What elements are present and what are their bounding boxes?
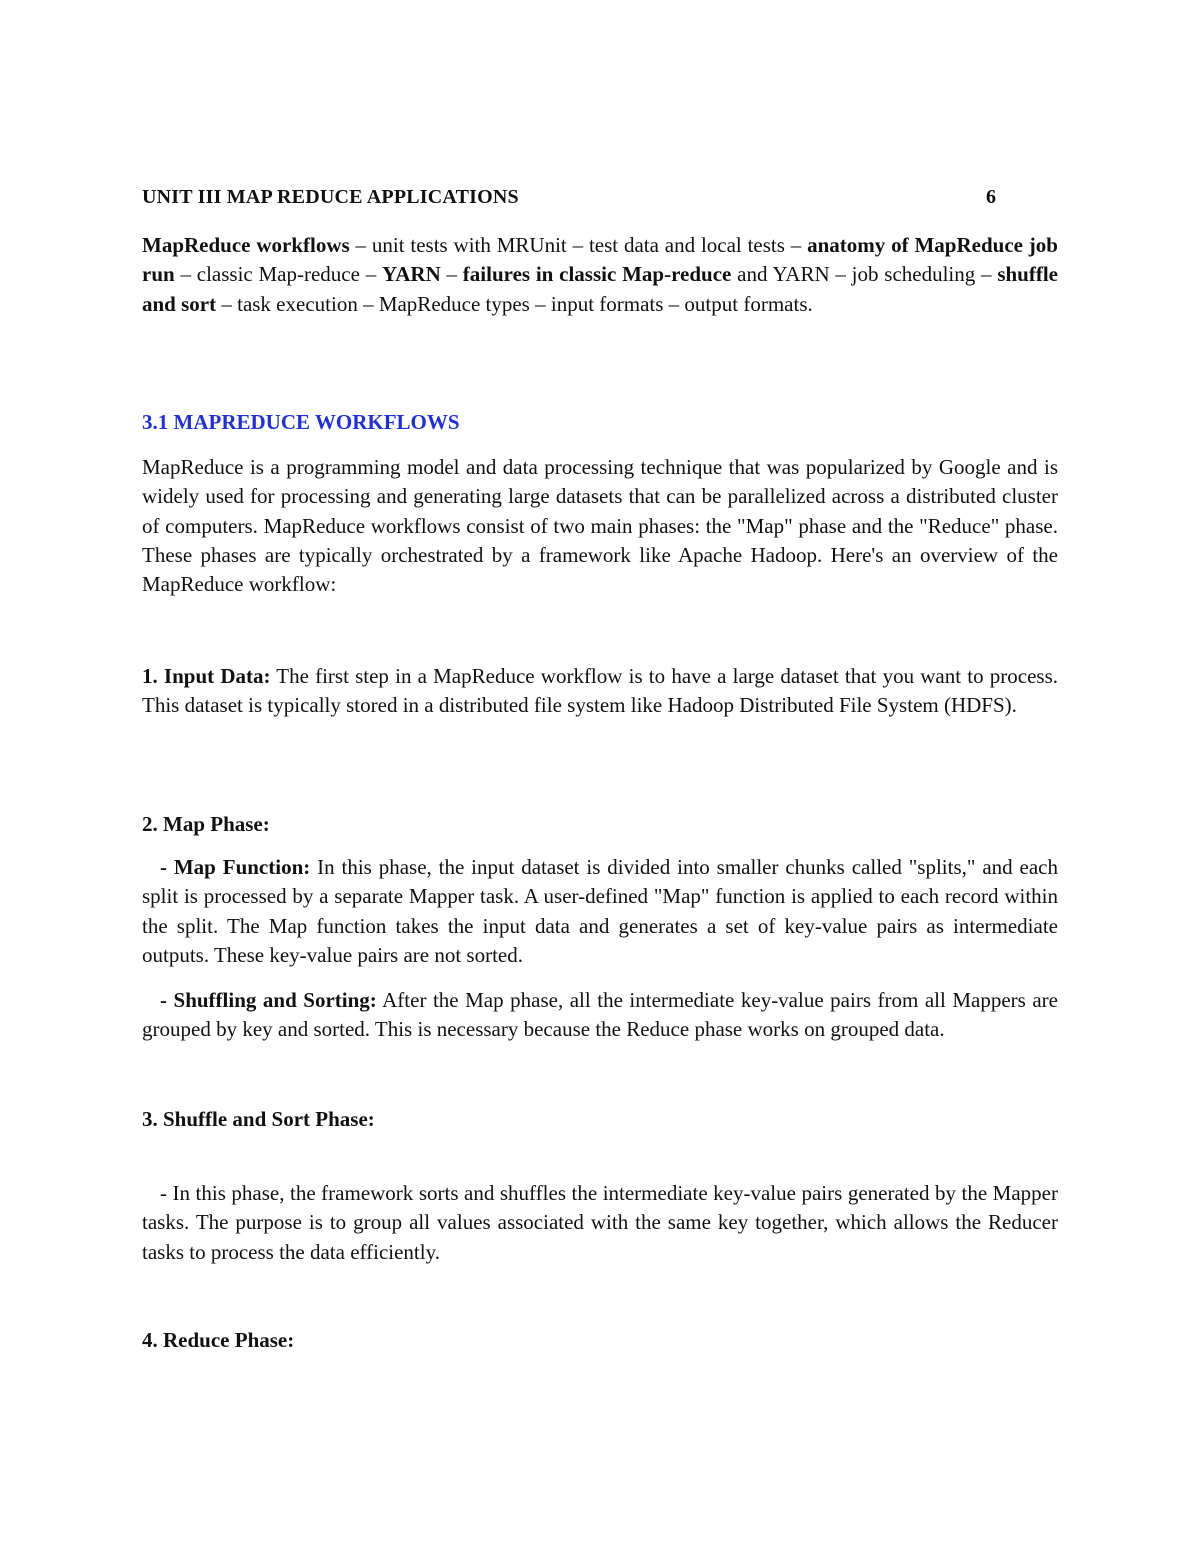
unit-title: UNIT III MAP REDUCE APPLICATIONS [142, 186, 519, 208]
map-function-label: - Map Function: [160, 855, 311, 879]
syllabus-topic: YARN [382, 262, 441, 287]
syllabus-topic: MapReduce workflows [142, 233, 350, 257]
section-heading: 3.1 MAPREDUCE WORKFLOWS [142, 410, 460, 434]
shuffle-sort-heading: 3. Shuffle and Sort Phase: [142, 1107, 375, 1131]
syllabus-text: – [440, 262, 463, 287]
syllabus-text: and YARN – job scheduling – [731, 262, 998, 287]
syllabus-topic: anatomy of MapReduce job run [142, 233, 1058, 287]
map-function-text: In this phase, the input dataset is divided into smaller chunks called "splits," and each split is processed by a separate Mapper task. A user-defined "Map" function is applied to each record within the split. The Map function takes the input data and generates a set of key-value pairs as intermediate outputs. These key-value pairs are not sorted. [142, 855, 1059, 967]
shuffle-sort-paragraph: - In this phase, the framework sorts and shuffles the intermediate key-value pairs generated by the Mapper tasks. The purpose is to group all values associated with the same key together, which allows the Reducer tasks to process the data efficiently. [142, 1181, 1058, 1264]
syllabus-topic: shuffle and sort [142, 262, 1059, 316]
syllabus-paragraph [142, 231, 1058, 319]
shuffling-sorting-paragraph [142, 986, 1058, 1045]
syllabus-text: – unit tests with MRUnit – test data and local tests – [349, 233, 808, 257]
map-phase-heading: 2. Map Phase: [142, 812, 270, 836]
reduce-phase-heading: 4. Reduce Phase: [142, 1328, 295, 1352]
shuffling-sorting-text: After the Map phase, all the intermediate key-value pairs from all Mappers are grouped by key and sorted. This is necessary because the Reduce phase works on grouped data. [142, 988, 1058, 1042]
syllabus-topic: failures in classic Map-reduce [462, 262, 732, 287]
syllabus-text: – task execution – MapReduce types – input formats – output formats. [216, 291, 813, 316]
syllabus-text: – classic Map-reduce – [174, 262, 382, 287]
intro-paragraph: MapReduce is a programming model and data processing technique that was popularized by Google and is widely used for processing and generating large datasets that can be parallelized across a distributed cluster of computers. MapReduce workflows consist of two main phases: the "Map" phase and the "Reduce" phase. These phases are typically orchestrated by a framework like Apache Hadoop. Here's an overview of the MapReduce workflow: [142, 455, 1058, 597]
input-data-label: 1. Input Data: [142, 664, 271, 688]
input-data-text: The first step in a MapReduce workflow is to have a large dataset that you want to process. This dataset is typically stored in a distributed file system like Hadoop Distributed File System (HDFS). [142, 664, 1058, 718]
unit-hours: 6 [986, 186, 996, 208]
shuffling-sorting-label: - Shuffling and Sorting: [160, 988, 377, 1012]
map-function-paragraph [142, 853, 1058, 970]
input-data-paragraph [142, 662, 1058, 721]
